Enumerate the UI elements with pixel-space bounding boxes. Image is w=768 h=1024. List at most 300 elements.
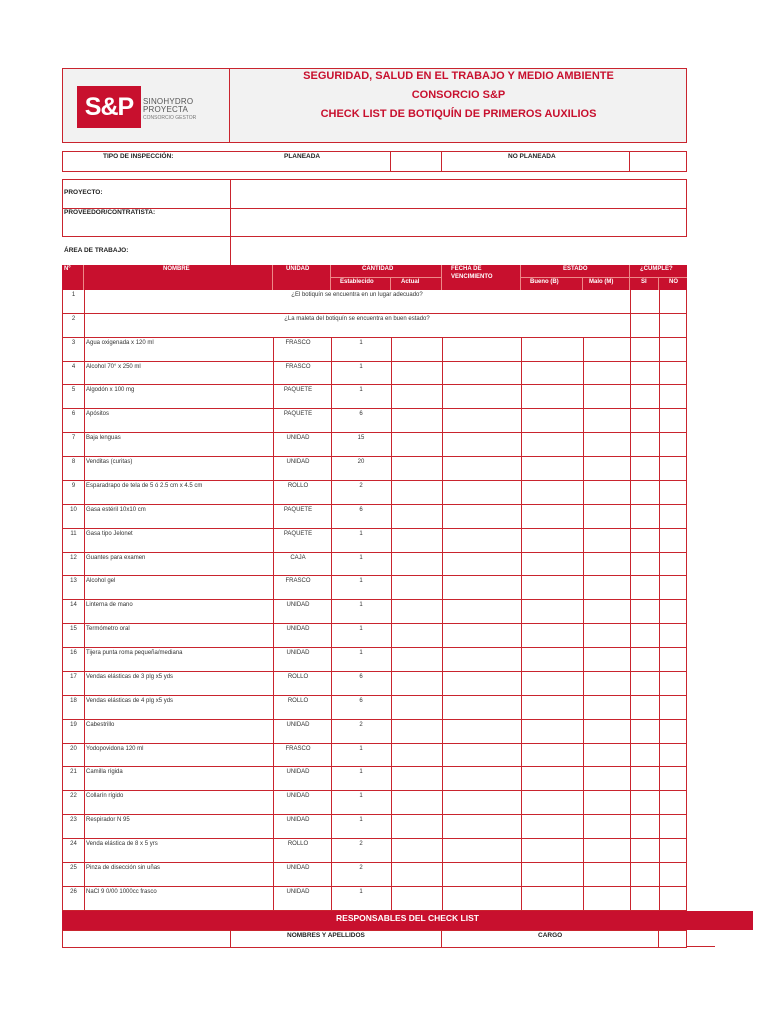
expiry-date-cell[interactable] <box>442 600 521 623</box>
item-unit: UNIDAD <box>286 435 310 442</box>
item-unit: UNIDAD <box>286 817 310 824</box>
inspection-type-label: TIPO DE INSPECCIÓN: <box>103 153 174 160</box>
malo-cell[interactable] <box>583 481 630 504</box>
item-name: Baja lenguas <box>86 435 121 442</box>
actual-qty-cell[interactable] <box>391 576 442 599</box>
col-cantidad: CANTIDAD <box>362 266 394 272</box>
no-cell[interactable] <box>659 696 688 719</box>
logo-line2: PROYECTA <box>143 105 189 114</box>
item-established-qty: 2 <box>359 864 363 871</box>
item-established-qty: 1 <box>359 793 363 800</box>
bueno-cell[interactable] <box>521 720 583 743</box>
actual-qty-cell[interactable] <box>391 863 442 886</box>
divider <box>687 946 715 947</box>
item-established-qty: 2 <box>359 482 363 489</box>
table-row <box>62 362 687 386</box>
si-cell[interactable] <box>630 290 659 313</box>
col-cumple: ¿CUMPLE? <box>640 266 673 272</box>
item-unit: ROLLO <box>287 697 309 704</box>
table-row <box>62 815 687 839</box>
planeada-checkbox[interactable] <box>391 152 441 171</box>
area-label: ÁREA DE TRABAJO: <box>64 247 129 254</box>
item-name: Algodón x 100 mg <box>86 387 135 394</box>
item-established-qty: 1 <box>359 888 363 895</box>
actual-qty-cell[interactable] <box>391 433 442 456</box>
item-unit: UNIDAD <box>286 650 310 657</box>
no-planeada-label: NO PLANEADA <box>508 153 556 160</box>
table-row <box>62 720 687 744</box>
item-name: Vendas elásticas de 4 plg x5 yds <box>86 697 174 704</box>
si-cell[interactable] <box>630 696 659 719</box>
item-unit: UNIDAD <box>286 793 310 800</box>
malo-cell[interactable] <box>583 839 630 862</box>
si-cell[interactable] <box>630 767 659 790</box>
no-cell[interactable] <box>659 600 688 623</box>
expiry-date-cell[interactable] <box>442 767 521 790</box>
item-unit: FRASCO <box>285 339 311 346</box>
si-cell[interactable] <box>630 529 659 552</box>
no-cell[interactable] <box>659 744 688 767</box>
malo-cell[interactable] <box>583 791 630 814</box>
proyecto-field[interactable] <box>231 180 686 208</box>
item-established-qty: 15 <box>357 435 365 442</box>
no-cell[interactable] <box>659 672 688 695</box>
doc-title-2: CONSORCIO S&P <box>411 89 506 101</box>
expiry-date-cell[interactable] <box>442 529 521 552</box>
actual-qty-cell[interactable] <box>391 767 442 790</box>
malo-cell[interactable] <box>583 385 630 408</box>
row-number: 20 <box>70 745 77 752</box>
malo-cell[interactable] <box>583 720 630 743</box>
expiry-date-cell[interactable] <box>442 433 521 456</box>
item-unit: FRASCO <box>285 745 311 752</box>
actual-qty-cell[interactable] <box>391 338 442 361</box>
si-cell[interactable] <box>630 385 659 408</box>
actual-qty-cell[interactable] <box>391 744 442 767</box>
table-row <box>62 481 687 505</box>
item-established-qty: 6 <box>359 506 363 513</box>
actual-qty-cell[interactable] <box>391 815 442 838</box>
col-bueno: Bueno (B) <box>530 279 559 285</box>
no-cell[interactable] <box>659 338 688 361</box>
item-name: Collarín rígido <box>86 793 124 800</box>
row-number: 14 <box>70 602 77 609</box>
malo-cell[interactable] <box>583 457 630 480</box>
expiry-date-cell[interactable] <box>442 863 521 886</box>
table-row <box>62 839 687 863</box>
bueno-cell[interactable] <box>521 672 583 695</box>
bueno-cell[interactable] <box>521 576 583 599</box>
col-unidad: UNIDAD <box>286 266 310 272</box>
item-established-qty: 6 <box>359 673 363 680</box>
table-row <box>62 767 687 791</box>
cargo-label: CARGO <box>538 932 563 939</box>
item-name: Respirador N 95 <box>86 817 130 824</box>
item-established-qty: 2 <box>359 721 363 728</box>
item-name: Guantes para examen <box>86 554 146 561</box>
item-unit: UNIDAD <box>286 626 310 633</box>
bueno-cell[interactable] <box>521 362 583 385</box>
si-cell[interactable] <box>630 863 659 886</box>
no-cell[interactable] <box>659 505 688 528</box>
table-row <box>62 385 687 409</box>
malo-cell[interactable] <box>583 553 630 576</box>
expiry-date-cell[interactable] <box>442 481 521 504</box>
expiry-date-cell[interactable] <box>442 696 521 719</box>
row-number: 10 <box>70 506 77 513</box>
actual-qty-cell[interactable] <box>391 791 442 814</box>
item-name: Camilla rígida <box>86 769 123 776</box>
row-number: 15 <box>70 626 77 633</box>
bueno-cell[interactable] <box>521 839 583 862</box>
actual-qty-cell[interactable] <box>391 624 442 647</box>
item-unit: UNIDAD <box>286 602 310 609</box>
bueno-cell[interactable] <box>521 457 583 480</box>
item-established-qty: 1 <box>359 769 363 776</box>
bueno-cell[interactable] <box>521 815 583 838</box>
item-unit: ROLLO <box>287 673 309 680</box>
divider <box>441 930 442 948</box>
no-cell[interactable] <box>659 409 688 432</box>
expiry-date-cell[interactable] <box>442 839 521 862</box>
expiry-date-cell[interactable] <box>442 720 521 743</box>
table-row <box>62 505 687 529</box>
si-cell[interactable] <box>630 720 659 743</box>
malo-cell[interactable] <box>583 696 630 719</box>
row-number: 17 <box>70 673 77 680</box>
no-cell[interactable] <box>659 553 688 576</box>
no-cell[interactable] <box>659 529 688 552</box>
row-number: 26 <box>70 888 77 895</box>
item-unit: UNIDAD <box>286 769 310 776</box>
col-estado: ESTADO <box>563 266 588 272</box>
logo-line3: CONSORCIO GESTOR <box>143 115 197 121</box>
item-unit: FRASCO <box>285 578 311 585</box>
no-cell[interactable] <box>659 815 688 838</box>
row-number: 6 <box>71 411 76 418</box>
item-unit: UNIDAD <box>286 721 310 728</box>
item-name: Gasa tipo Jelonet <box>86 530 133 537</box>
bueno-cell[interactable] <box>521 385 583 408</box>
si-cell[interactable] <box>630 839 659 862</box>
si-cell[interactable] <box>630 791 659 814</box>
item-established-qty: 6 <box>359 697 363 704</box>
item-name: Apósitos <box>86 411 110 418</box>
bueno-cell[interactable] <box>521 553 583 576</box>
si-cell[interactable] <box>630 887 659 910</box>
malo-cell[interactable] <box>583 648 630 671</box>
bueno-cell[interactable] <box>521 433 583 456</box>
item-unit: PAQUETE <box>283 411 313 418</box>
si-cell[interactable] <box>630 409 659 432</box>
item-name: Cabestrillo <box>86 721 115 728</box>
malo-cell[interactable] <box>583 672 630 695</box>
item-name: Yodopovidona 120 ml <box>86 745 144 752</box>
malo-cell[interactable] <box>583 863 630 886</box>
si-cell[interactable] <box>630 457 659 480</box>
malo-cell[interactable] <box>583 505 630 528</box>
col-si: SI <box>641 279 647 285</box>
si-cell[interactable] <box>630 576 659 599</box>
question-text: ¿El botiquín se encuentra en un lugar adecuado? <box>291 292 423 298</box>
malo-cell[interactable] <box>583 576 630 599</box>
actual-qty-cell[interactable] <box>391 887 442 910</box>
no-cell[interactable] <box>659 433 688 456</box>
expiry-date-cell[interactable] <box>442 338 521 361</box>
expiry-date-cell[interactable] <box>442 791 521 814</box>
no-cell[interactable] <box>659 887 688 910</box>
expiry-date-cell[interactable] <box>442 672 521 695</box>
table-row <box>62 314 687 338</box>
table-row <box>62 648 687 672</box>
expiry-date-cell[interactable] <box>442 815 521 838</box>
bueno-cell[interactable] <box>521 600 583 623</box>
item-unit: PAQUETE <box>283 387 313 394</box>
table-row <box>62 529 687 553</box>
row-number: 4 <box>71 363 76 370</box>
responsables-title: RESPONSABLES DEL CHECK LIST <box>336 913 479 923</box>
si-cell[interactable] <box>630 338 659 361</box>
actual-qty-cell[interactable] <box>391 600 442 623</box>
malo-cell[interactable] <box>583 815 630 838</box>
actual-qty-cell[interactable] <box>391 362 442 385</box>
item-established-qty: 6 <box>359 411 363 418</box>
si-cell[interactable] <box>630 553 659 576</box>
si-cell[interactable] <box>630 744 659 767</box>
item-established-qty: 1 <box>359 387 363 394</box>
no-cell[interactable] <box>659 767 688 790</box>
expiry-date-cell[interactable] <box>442 385 521 408</box>
responsables-row <box>62 930 687 948</box>
no-cell[interactable] <box>659 576 688 599</box>
table-row <box>62 791 687 815</box>
bueno-cell[interactable] <box>521 744 583 767</box>
actual-qty-cell[interactable] <box>391 553 442 576</box>
item-established-qty: 1 <box>359 530 363 537</box>
malo-cell[interactable] <box>583 887 630 910</box>
expiry-date-cell[interactable] <box>442 457 521 480</box>
col-actual: Actual <box>401 279 420 285</box>
actual-qty-cell[interactable] <box>391 457 442 480</box>
expiry-date-cell[interactable] <box>442 648 521 671</box>
no-cell[interactable] <box>659 362 688 385</box>
table-row <box>62 553 687 577</box>
si-cell[interactable] <box>630 362 659 385</box>
actual-qty-cell[interactable] <box>391 529 442 552</box>
proveedor-field[interactable] <box>231 209 686 237</box>
area-field[interactable] <box>231 238 686 265</box>
bueno-cell[interactable] <box>521 696 583 719</box>
actual-qty-cell[interactable] <box>391 720 442 743</box>
item-unit: UNIDAD <box>286 459 310 466</box>
row-number: 23 <box>70 817 77 824</box>
malo-cell[interactable] <box>583 433 630 456</box>
item-unit: CAJA <box>290 554 306 561</box>
proyecto-label: PROYECTO: <box>64 189 103 196</box>
item-unit: FRASCO <box>285 363 311 370</box>
si-cell[interactable] <box>630 648 659 671</box>
item-name: NaCl 9 0/00 1000cc frasco <box>86 888 157 895</box>
no-cell[interactable] <box>659 481 688 504</box>
expiry-date-cell[interactable] <box>442 409 521 432</box>
si-cell[interactable] <box>630 624 659 647</box>
row-number: 3 <box>71 339 76 346</box>
actual-qty-cell[interactable] <box>391 648 442 671</box>
no-cell[interactable] <box>659 457 688 480</box>
bueno-cell[interactable] <box>521 648 583 671</box>
actual-qty-cell[interactable] <box>391 385 442 408</box>
row-number: 11 <box>70 530 77 537</box>
expiry-date-cell[interactable] <box>442 576 521 599</box>
item-name: Esparadrapo de tela de 5 ó 2.5 cm x 4.5 cm <box>86 482 203 489</box>
row-number: 7 <box>71 435 76 442</box>
no-cell[interactable] <box>659 624 688 647</box>
no-cell[interactable] <box>659 385 688 408</box>
item-established-qty: 1 <box>359 578 363 585</box>
expiry-date-cell[interactable] <box>442 887 521 910</box>
item-established-qty: 1 <box>359 817 363 824</box>
col-establecido: Establecido <box>340 279 374 285</box>
row-number: 22 <box>70 793 77 800</box>
col-fecha-1: FECHA DE <box>451 266 482 272</box>
row-number: 19 <box>70 721 77 728</box>
bueno-cell[interactable] <box>521 481 583 504</box>
bueno-cell[interactable] <box>521 529 583 552</box>
malo-cell[interactable] <box>583 529 630 552</box>
no-cell[interactable] <box>659 720 688 743</box>
row-number: 12 <box>70 554 77 561</box>
malo-cell[interactable] <box>583 767 630 790</box>
actual-qty-cell[interactable] <box>391 672 442 695</box>
row-number: 16 <box>70 650 77 657</box>
checklist-table <box>62 290 687 911</box>
col-no: NO <box>669 279 678 285</box>
row-number: 18 <box>70 697 77 704</box>
item-name: Venda elástica de 8 x 5 yrs <box>86 841 158 847</box>
expiry-date-cell[interactable] <box>442 624 521 647</box>
divider <box>230 930 231 948</box>
malo-cell[interactable] <box>583 624 630 647</box>
bueno-cell[interactable] <box>521 338 583 361</box>
item-established-qty: 1 <box>359 602 363 609</box>
col-nombre: NOMBRE <box>163 266 190 272</box>
table-row <box>62 887 687 911</box>
no-cell[interactable] <box>659 839 688 862</box>
si-cell[interactable] <box>630 600 659 623</box>
item-established-qty: 1 <box>359 554 363 561</box>
logo-line1: SINOHYDRO <box>143 97 194 106</box>
item-established-qty: 1 <box>359 745 363 752</box>
table-row <box>62 338 687 362</box>
malo-cell[interactable] <box>583 744 630 767</box>
divider <box>658 930 659 948</box>
actual-qty-cell[interactable] <box>391 409 442 432</box>
no-cell[interactable] <box>659 314 688 337</box>
item-established-qty: 1 <box>359 650 363 657</box>
row-number: 24 <box>70 841 77 847</box>
expiry-date-cell[interactable] <box>442 553 521 576</box>
question-text: ¿La maleta del botiquín se encuentra en buen estado? <box>284 315 430 322</box>
bueno-cell[interactable] <box>521 505 583 528</box>
no-planeada-checkbox[interactable] <box>630 152 686 171</box>
si-cell[interactable] <box>630 481 659 504</box>
bueno-cell[interactable] <box>521 767 583 790</box>
no-cell[interactable] <box>659 290 688 313</box>
row-number: 25 <box>70 864 77 871</box>
table-row <box>62 290 687 314</box>
item-established-qty: 2 <box>359 841 363 847</box>
item-name: Vendas elásticas de 3 plg x5 yds <box>86 673 174 680</box>
malo-cell[interactable] <box>583 362 630 385</box>
row-number: 9 <box>71 482 76 489</box>
si-cell[interactable] <box>630 433 659 456</box>
item-established-qty: 20 <box>357 459 365 466</box>
item-unit: UNIDAD <box>286 888 310 895</box>
col-num: Nº <box>64 266 71 272</box>
si-cell[interactable] <box>630 815 659 838</box>
item-unit: ROLLO <box>287 841 309 847</box>
row-number: 2 <box>71 315 76 322</box>
table-row <box>62 744 687 768</box>
no-cell[interactable] <box>659 648 688 671</box>
item-name: Pinza de disección sin uñas <box>86 864 161 871</box>
bueno-cell[interactable] <box>521 863 583 886</box>
si-cell[interactable] <box>630 314 659 337</box>
item-unit: PAQUETE <box>283 530 313 537</box>
row-number: 13 <box>70 578 77 585</box>
expiry-date-cell[interactable] <box>442 505 521 528</box>
malo-cell[interactable] <box>583 600 630 623</box>
expiry-date-cell[interactable] <box>442 744 521 767</box>
company-logo: S&P <box>77 86 141 128</box>
item-established-qty: 1 <box>359 363 363 370</box>
table-row <box>62 576 687 600</box>
bueno-cell[interactable] <box>521 887 583 910</box>
no-cell[interactable] <box>659 863 688 886</box>
doc-title-1: SEGURIDAD, SALUD EN EL TRABAJO Y MEDIO AMBIENTE <box>303 70 614 82</box>
row-number: 8 <box>71 459 76 466</box>
actual-qty-cell[interactable] <box>391 839 442 862</box>
table-row <box>62 457 687 481</box>
item-established-qty: 1 <box>359 626 363 633</box>
item-unit: PAQUETE <box>283 506 313 513</box>
actual-qty-cell[interactable] <box>391 696 442 719</box>
si-cell[interactable] <box>630 505 659 528</box>
planeada-label: PLANEADA <box>284 153 321 160</box>
bueno-cell[interactable] <box>521 791 583 814</box>
row-number: 21 <box>70 769 77 776</box>
malo-cell[interactable] <box>583 409 630 432</box>
malo-cell[interactable] <box>583 338 630 361</box>
si-cell[interactable] <box>630 672 659 695</box>
table-row <box>62 409 687 433</box>
no-cell[interactable] <box>659 791 688 814</box>
expiry-date-cell[interactable] <box>442 362 521 385</box>
bueno-cell[interactable] <box>521 409 583 432</box>
row-number: 5 <box>71 387 76 394</box>
item-name: Linterna de mano <box>86 602 133 609</box>
item-name: Tijera punta roma pequeña/mediana <box>86 650 183 657</box>
proveedor-label: PROVEEDOR/CONTRATISTA: <box>64 209 156 216</box>
bueno-cell[interactable] <box>521 624 583 647</box>
actual-qty-cell[interactable] <box>391 481 442 504</box>
item-unit: UNIDAD <box>286 864 310 871</box>
item-name: Gasa estéril 10x10 cm <box>86 506 146 513</box>
col-fecha-2: VENCIMIENTO <box>451 274 493 280</box>
item-name: Termómetro oral <box>86 626 130 633</box>
item-established-qty: 1 <box>359 339 363 346</box>
actual-qty-cell[interactable] <box>391 505 442 528</box>
